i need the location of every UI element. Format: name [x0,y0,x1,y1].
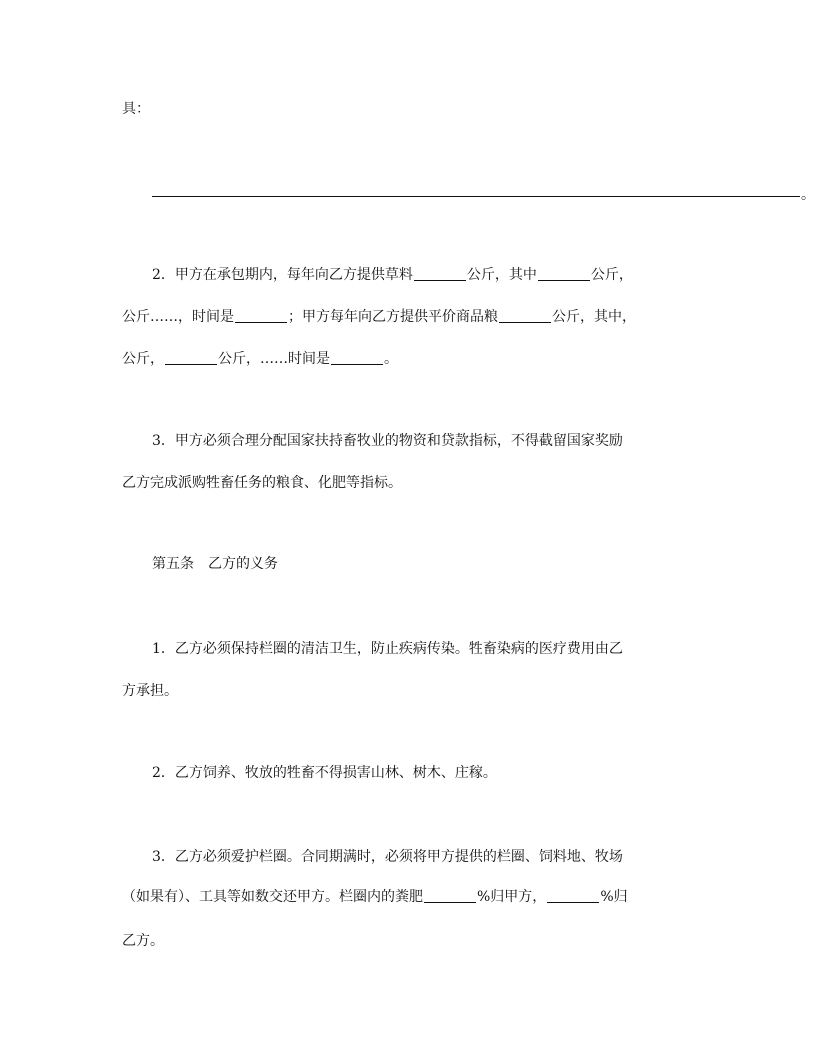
paragraph-3-line-2: 乙方完成派购牲畜任务的粮食、化肥等指标。 [122,475,402,491]
p2-text-c: 公斤， [590,267,633,283]
paragraph-2-line-3 [122,350,398,368]
p2-text-i: 。 [384,351,398,367]
blank-field [331,350,383,365]
article-5-paragraph-1-line-1: 1．乙方必须保持栏圈的清洁卫生，防止疾病传染。牲畜染病的医疗费用由乙 [152,641,623,657]
a5p3-text-b: %归甲方， [477,889,547,905]
blank-field [414,266,466,281]
rule-end-mark: 。 [801,187,815,203]
article-5-paragraph-3-line-3: 乙方。 [122,933,164,949]
article-5-paragraph-3-line-1: 3．乙方必须爱护栏圈。合同期满时，必须将甲方提供的栏圈、饲料地、牧场 [152,849,623,865]
blank-field [424,888,476,903]
p2-text-a: 2．甲方在承包期内，每年向乙方提供草料 [152,267,413,283]
article-5-paragraph-2: 2．乙方饲养、牧放的牲畜不得损害山林、树木、庄稼。 [152,765,497,781]
p2-text-g: 公斤， [122,351,164,367]
blank-field [499,308,551,323]
paragraph-2-line-1 [152,266,633,284]
blank-field [538,266,590,281]
blank-field [235,308,287,323]
article-5-paragraph-1-line-2: 方承担。 [122,683,178,699]
tools-fragment: 具： [122,101,150,117]
blank-field [547,888,599,903]
article-5-title: 第五条 乙方的义务 [152,556,278,572]
p2-text-d: 公斤……，时间是 [122,309,234,325]
paragraph-3-line-1: 3．甲方必须合理分配国家扶持畜牧业的物资和贷款指标，不得截留国家奖励 [152,433,623,449]
blank-field [165,350,217,365]
p2-text-h: 公斤，……时间是 [218,351,330,367]
long-fill-line [152,196,800,197]
a5p3-text-c: %归 [600,889,628,905]
p2-text-f: 公斤，其中， [552,309,636,325]
p2-text-e: ；甲方每年向乙方提供平价商品粮 [288,309,498,325]
p2-text-b: 公斤，其中 [466,267,537,283]
a5p3-text-a: （如果有）、工具等如数交还甲方。栏圈内的粪肥 [122,889,423,905]
paragraph-2-line-2 [122,308,636,326]
article-5-paragraph-3-line-2 [122,888,628,906]
